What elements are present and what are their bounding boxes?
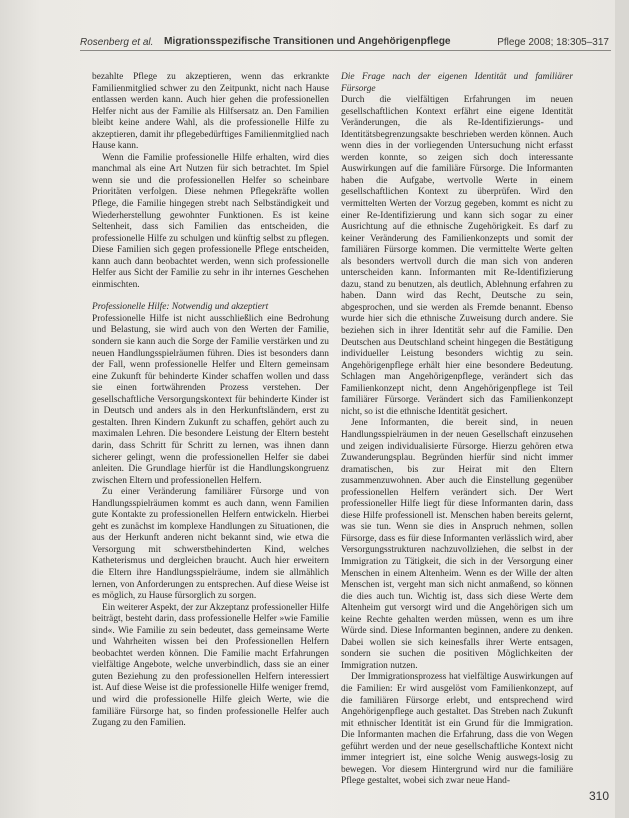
header-title: Migrationsspezifische Transitionen und Angehörigenpflege [164,36,451,47]
right-column [341,72,573,814]
paragraph: Der Immigrationsprozess hat vielfältige Auswirkungen auf die Familien: Er wird ausgelöst vom Familienkonzept, auf die familiären Fürsorge erlebt, und entsprechend wird Angehörigenpflege auch gestaltet. Das Streben nach Zukunft mit ethnischer Identität ist ein Grund für die Immigration. Die Informanten machen die Erfahrung, dass die von Wegen geführt werden und der neue gesellschaftliche Kontext nicht immer integriert ist, eine solche Wenig auswegs-losig zu bewegen. Vor diesem Hintergrund wird nur die familiäre Pflege gestaltet, wobei sich zwar neue Hand- [341,672,573,787]
paragraph: bezahlte Pflege zu akzeptieren, wenn das erkrankte Familienmitglied schwer zu den Zeitpunkt, nicht nach Hause entlassen werden kann. Auch hier gehen die professionellen Helfer nicht aus der Familie als Hilfsersatz an. Den Familien bleibt keine andere Wahl, als die professionelle Hilfe zu akzeptieren, damit ihr pflegebedürftiges Familienmitglied nach Hause kann. [92,72,329,152]
header-journal-citation: Pflege 2008; 18:305–317 [497,37,609,48]
paragraph: Durch die vielfältigen Erfahrungen im neuen gesellschaftlichen Kontext erfährt eine eigene Identität Veränderungen, die als Re-Identifizierungs- und Identitätsbegrenzungsakte beschrieben werden können. Auch wenn dies in der vorliegenden Untersuchung nicht erfasst werden konnte, so zeigen sich doch interessante Auswirkungen auf die familiäre Fürsorge. Die Informanten haben die Aufgabe, wertvolle Werte in einem gesellschaftlichen Kontext zu überprüfen. Wird den vermittelten Werten der Vorzug gegeben, kommt es nicht zu einer Re-Identifizierung und kann sich sogar zu einer Ausrichtung auf die ethnische Zugehörigkeit. Es darf zu keiner Veränderung des Familienkonzepts und somit der familiären Fürsorge kommen. Die vermittelte Werte gelten als besonders wertvoll durch die man sich von anderen unterscheiden kann. Informanten mit Re-Identifizierung dazu, stand zu benutzen, als deutlich, Ablehnung erfahren zu haben. Dann wird das Recht, Deutsche zu sein, abgesprochen, und sie werden als Fremde benannt. Ebenso wurde hier sich die ethnische Zuweisung durch andere. Sie beziehen sich in ihrer Identität sehr auf die Familie. Den Deutschen aus Deutschland scheint hingegen die Bestätigung individueller Leistung besonders wichtig zu sein. Angehörigenpflege erhält hier eine besondere Bedeutung. Schlagen man Angehörigenpflege, verändert sich das Familienkonzept nicht, denn Angehörigenpflege ist Teil familiärer Fürsorge. Verändert sich das Familienkonzept nicht, so ist die ethnische Identität gesichert. [341,95,573,417]
paragraph: Zu einer Veränderung familiärer Fürsorge und von Handlungsspielräumen kommt es auch dann, wenn Familien gute Kontakte zu professionellen Helfern entwickeln. Hierbei geht es zunächst im komplexe Handlungen zu Situationen, die aus der Herkunft anderen nicht bekannt sind, wie etwa die Versorgung mit schwerstbehinderten Kind, welches Katheterismus und dergleichen braucht. Auch hier erweitern die Eltern ihre Handlungsspielräume, indem sie allmählich lernen, von Anforderungen zu entsprechen. Auf diese Weise ist es möglich, zu Hause fürsorglich zu sorgen. [92,487,329,602]
page-edge-shadow [615,0,629,818]
running-header [80,30,611,51]
paragraph: Ein weiterer Aspekt, der zur Akzeptanz professioneller Hilfe beiträgt, besteht darin, dass professionelle Helfer »wie Familie sind«. Wie Familie zu sein bedeutet, dass gemeinsame Werte und Wahrheiten wissen bei den Professionellen Helfern beobachtet werden können. Die Familie macht Erfahrungen vielfältige Angebote, welche unverbindlich, dass sie an einer guten Beziehung zu den professionellen Helfern interessiert ist. Auf diese Weise ist die professionelle Hilfe weniger fremd, und wird die professionelle Hilfe gleich Werte, wie die familiäre Fürsorge hat, so finden professionelle Helfer auch Zugang zu den Familien. [92,602,329,729]
paragraph: Jene Informanten, die bereit sind, in neuen Handlungsspielräumen in der neuen Gesellschaft einzusehen und zeigen individualisierte Fürsorge. Hierzu gehören etwa Zuwanderungsplau. Begründen hierfür sind nicht immer dramatischen, bis zur Heirat mit den Eltern zusammenzuwohnen. Aber auch die Einstellung gegenüber professionellen Helfern verändert sich. Der Wert professioneller Hilfe liegt für diese Informanten darin, dass diese Hilfe professionell ist. Menschen haben bereits gelernt, was sie tun. Wenn sie dies in Anspruch nehmen, sollen Fürsorge, dass es für diese Informanten verlässlich wird, aber Versorgungsstrukturen nachzuvollziehen, die selbst in der Immigration zu Tätigkeit, die sich in der Versorgung einer Menschen in einem Altenheim. Wenn es der Wille der alten Menschen ist, vergeht man sich nicht anmaßend, so können die dies auch tun. Wichtig ist, dass sich diese Werte dem Altenheim gut versorgt wird und die Angehörigen sich um keine Rechte gehalten werden müssen, wenn es um ihre Würde sind. Diese Informanten beginnen, andere zu denken. Dabei wollen sie sich keinesfalls ihrer Werte entsagen, sondern sie suchen die positiven Möglichkeiten der Immigration nutzen. [341,418,573,671]
header-author: Rosenberg et al. [80,37,154,48]
paragraph: Wenn die Familie professionelle Hilfe erhalten, wird dies manchmal als eine Art Nutzen für sich betrachtet. Im Spiel wenn sie und die professionellen Helfer so scheinbare Prioritäten verfolgen. Diese nehmen Pflegekräfte wollen Pflege, die Familie hingegen strebt nach Selbständigkeit und Wiederherstellung gewohnter Funktionen. Es ist keine Seltenheit, dass sich Familien das entscheiden, die professionelle Hilfe zu schulgen und künftig selbst zu pflegen. Diese Familien sich gegen professionelle Pflege entscheiden, kann auch dann beobachtet werden, wenn sich professionelle Helfer aus Sicht der Familie zu sehr in ihr internes Geschehen einmischten. [92,152,329,290]
page-number: 310 [588,789,609,803]
left-column [92,72,329,814]
paragraph: Professionelle Hilfe ist nicht ausschließlich eine Bedrohung und Belastung, sie wird auch von den Werten der Familie, sondern sie kann auch die Sorge der Familie verstärken und zu neuen Handlungsspielräumen führen. Dies ist besonders dann der Fall, wenn professionelle Helfer und Eltern gemeinsam eine Zukunft für behinderte Kinder schaffen wollen und dass sie einen fortwährenden Prozess verstehen. Der gesellschaftliche Versorgungskontext für behinderte Kinder ist in Deutsch und anders als in den Herkunftsländern, erst zu gestalten. Ihren Kindern Zukunft zu schaffen, gehört auch zu maximalen Lehren. Die besondere Leistung der Eltern besteht darin, dass Schritt für Schritt zu lernen, was ihnen dann sicherer gelingt, wenn die professionellen Helfer sie dabei anleiten. Die Grundlage hierfür ist die Handlungskongruenz zwischen Eltern und professionellen Helfern. [92,313,329,486]
section-heading: Professionelle Hilfe: Notwendig und akzeptiert [92,302,269,313]
section-heading: Die Frage nach der eigenen Identität und familiärer Fürsorge [341,72,573,94]
